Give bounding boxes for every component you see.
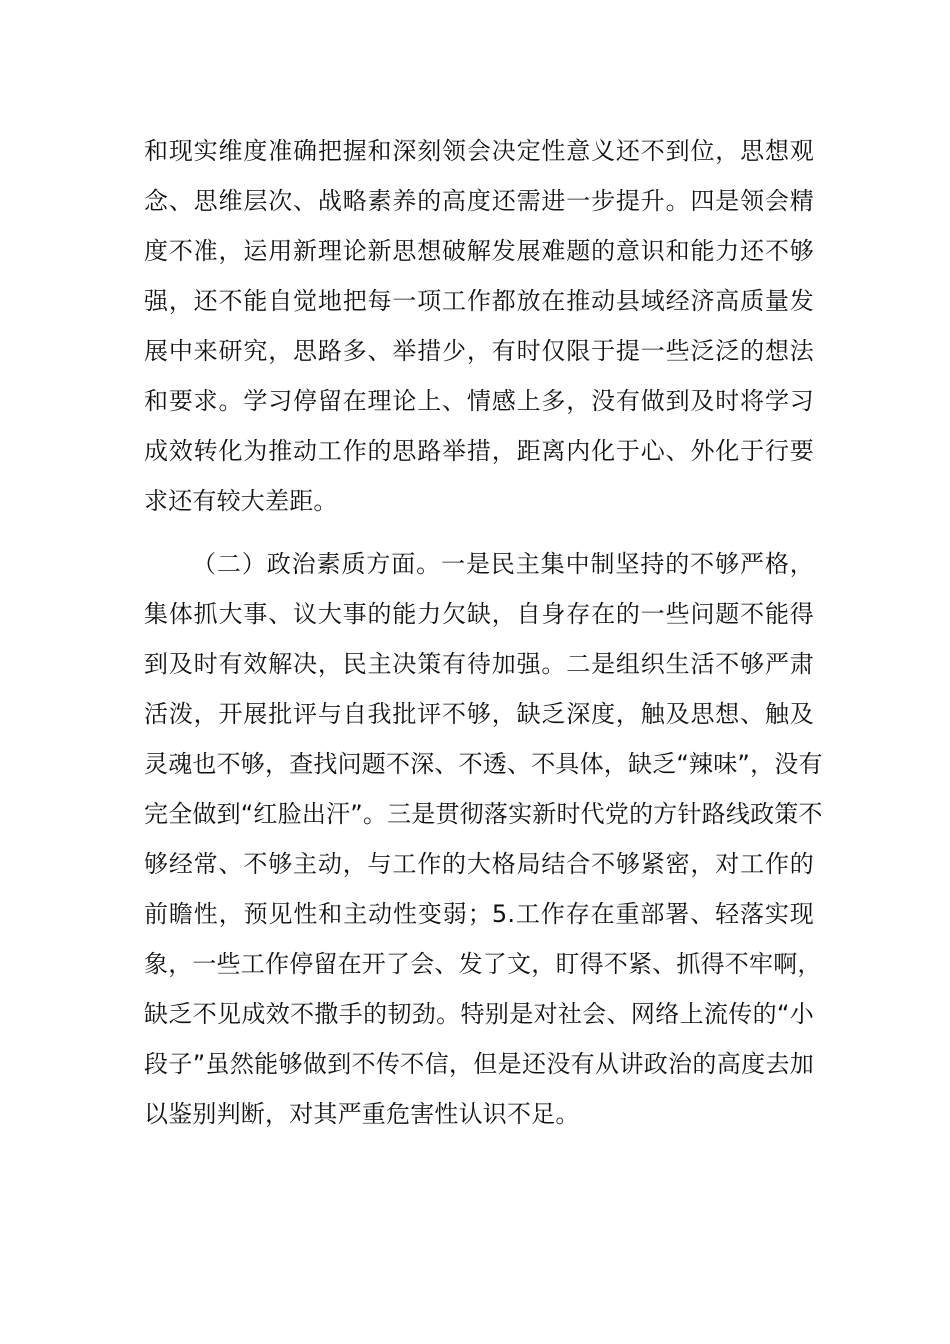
text-line: 前瞻性，预见性和主动性变弱；5.工作存在重部署、轻落实现: [144, 900, 814, 928]
text-line: 灵魂也不够，查找问题不深、不透、不具体，缺乏“辣味”，没有: [144, 750, 823, 778]
text-line: 够经常、不够主动，与工作的大格局结合不够紧密，对工作的: [144, 850, 814, 878]
text-line: 到及时有效解决，民主决策有待加强。二是组织生活不够严肃: [144, 650, 814, 678]
paragraph-study-gaps: [144, 126, 814, 526]
text-line: 和现实维度准确把握和深刻领会决定性意义还不到位，思想观: [144, 137, 814, 165]
text-line: 度不准，运用新理论新思想破解发展难题的意识和能力还不够: [144, 237, 814, 265]
text-line: 和要求。学习停留在理论上、情感上多，没有做到及时将学习: [144, 387, 814, 415]
text-line: 成效转化为推动工作的思路举措，距离内化于心、外化于行要: [144, 437, 814, 465]
text-line: 段子”虽然能够做到不传不信，但是还没有从讲政治的高度去加: [144, 1050, 814, 1078]
text-line: 念、思维层次、战略素养的高度还需进一步提升。四是领会精: [144, 187, 814, 215]
paragraph-political-quality: [144, 539, 823, 1139]
text-line: 强，还不能自觉地把每一项工作都放在推动县域经济高质量发: [144, 287, 814, 315]
text-line: 象，一些工作停留在开了会、发了文，盯得不紧、抓得不牢啊，: [144, 950, 822, 978]
text-line: 求还有较大差距。: [144, 487, 338, 515]
text-line: 集体抓大事、议大事的能力欠缺，自身存在的一些问题不能得: [144, 600, 814, 628]
text-line: 缺乏不见成效不撒手的韧劲。特别是对社会、网络上流传的“小: [144, 1000, 814, 1028]
text-line: 以鉴别判断，对其严重危害性认识不足。: [144, 1100, 580, 1128]
text-line: （二）政治素质方面。一是民主集中制坚持的不够严格，: [192, 550, 814, 578]
text-line: 活泼，开展批评与自我批评不够，缺乏深度，触及思想、触及: [144, 700, 814, 728]
text-line: 展中来研究，思路多、举措少，有时仅限于提一些泛泛的想法: [144, 337, 814, 365]
text-line: 完全做到“红脸出汗”。三是贯彻落实新时代党的方针路线政策不: [144, 800, 823, 828]
